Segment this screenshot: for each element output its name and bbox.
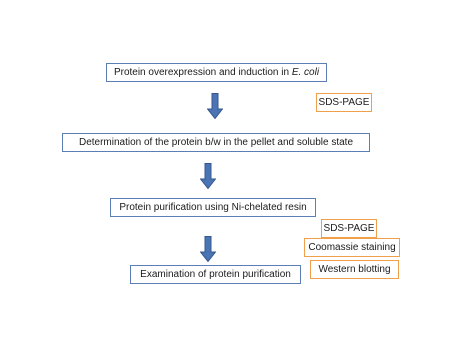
method-sds-page-1-box [316, 93, 372, 112]
method-sds-page-1-label: SDS-PAGE [318, 96, 370, 108]
method-coomassie-box [304, 238, 400, 257]
step-overexpression-box [106, 63, 327, 82]
step-overexpression-text: Protein overexpression and induction in [113, 66, 292, 78]
method-coomassie-label: Coomassie staining [308, 241, 396, 253]
step-purification-label: Protein purification using Ni-chelated resin [119, 201, 307, 213]
step-overexpression-organism: E. coli [291, 66, 320, 78]
step-purification-box [110, 198, 316, 217]
arrow-down-icon [207, 93, 223, 119]
method-western-label: Western blotting [318, 263, 391, 275]
arrow-down-icon [200, 163, 216, 189]
step-examination-label: Examination of protein purification [140, 268, 291, 280]
arrow-down-icon [200, 236, 216, 262]
step-determination-label: Determination of the protein b/w in the pellet and soluble state [78, 136, 354, 148]
step-determination-box [62, 133, 370, 152]
method-sds-page-2-box [321, 219, 377, 238]
step-examination-box [130, 265, 301, 284]
step-overexpression-label [114, 68, 319, 78]
method-sds-page-2-label: SDS-PAGE [323, 222, 375, 234]
method-western-box [310, 260, 399, 279]
